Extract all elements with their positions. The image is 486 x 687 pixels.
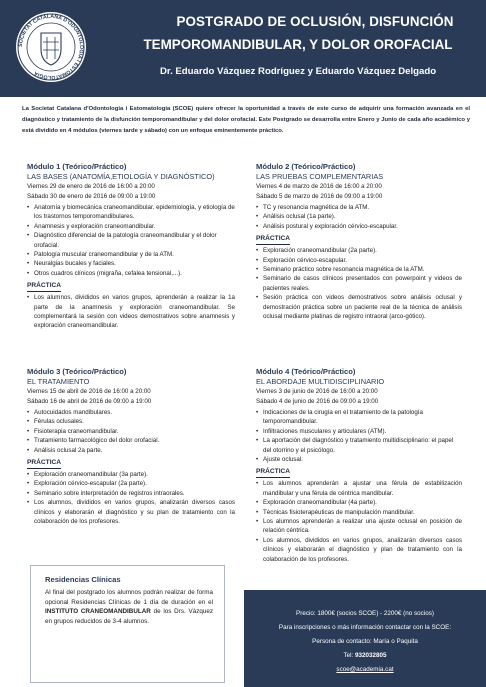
module-date: Viernes 15 de abril de 2016 de 16:00 a 20:00 xyxy=(27,388,151,395)
module-4 xyxy=(256,367,462,564)
residencias-text xyxy=(45,588,213,626)
practica-list xyxy=(256,246,462,321)
module-title: Módulo 4 (Teórico/Práctico) xyxy=(256,367,356,376)
theory-list xyxy=(27,203,235,278)
svg-text:SOCIETAT CATALANA D'ODONTOLOGI: SOCIETAT CATALANA D'ODONTOLOGIA I ESTOMATOLOGIA xyxy=(17,13,85,81)
list-item: • Diagnóstico diferencial de la patología craneomandibular y el dolor orofacial. xyxy=(27,231,235,250)
list-item: • Análisis oclusal 2a parte. xyxy=(27,446,235,455)
module-title: Módulo 2 (Teórico/Práctico) xyxy=(256,162,356,171)
list-item: • Exploración craneomandibular (3a parte). xyxy=(27,470,235,479)
scoe-seal-logo xyxy=(14,10,88,84)
module-date: Viernes 4 de marzo de 2016 de 16:00 a 20:00 xyxy=(256,183,382,190)
module-date: Viernes 29 de enero de 2016 de 16:00 a 20:00 xyxy=(27,183,155,190)
theory-list xyxy=(256,203,462,231)
list-item: • Exploración cérvico-escapular. xyxy=(256,256,462,265)
theory-list xyxy=(256,408,462,464)
residencias-institute: INSTITUTO CRANEOMANDIBULAR xyxy=(45,608,151,616)
authors: Dr. Eduardo Vázquez Rodríguez y Eduardo Vázquez Delgado xyxy=(159,66,437,77)
list-item: • Patología muscular craneomandibular y de la ATM. xyxy=(27,250,235,259)
module-3 xyxy=(27,367,235,526)
intro-paragraph: La Societat Catalana d'Odontologia i Estomatologia (SCOE) quiere ofrecer la oportunidad a través de este curso de adquirir una formación avanzada en el diagnóstico y tratamiento de la disfunción temporomandibular y del dolor orofacial. Este Postgrado se desarrolla entre Enero y Junio de cada año académico y está dividido en 4 módulos (viernes tarde y sábado) con un enfoque eminentemente práctico. xyxy=(22,106,470,134)
theory-list xyxy=(27,408,235,455)
list-item: • Exploración cérvico-escapular (2a parte). xyxy=(27,479,235,488)
module-title: Módulo 1 (Teórico/Práctico) xyxy=(27,162,127,171)
module-1 xyxy=(27,162,235,331)
residencias-text-before: Al final del postgrado los alumnos podrán realizar de forma opcional Residencias Clínicas de 1 día de duración en el xyxy=(45,589,213,606)
list-item: • Fisioterapia craneomandibular. xyxy=(27,427,235,436)
practica-heading: PRÁCTICA xyxy=(27,281,61,292)
list-item: • Anamnesis y exploración craneomandibular. xyxy=(27,222,235,231)
practica-list xyxy=(27,470,235,526)
list-item: • TC y resonancia magnética de la ATM. xyxy=(256,203,462,212)
module-subtitle: EL ABORDAJE MULTIDISCIPLINARIO xyxy=(256,377,385,386)
practica-list xyxy=(256,479,462,564)
list-item: • Seminario práctico sobre resonancia magnética de la ATM. xyxy=(256,265,462,274)
module-date: Sábado 30 de enero de 2016 de 09:00 a 19:00 xyxy=(27,193,156,200)
module-2 xyxy=(256,162,462,321)
practica-heading: PRÁCTICA xyxy=(27,458,61,469)
email-link[interactable]: scoe@academia.cat xyxy=(336,666,394,673)
module-date: Sábado 16 de abril de 2016 de 09:00 a 19:00 xyxy=(27,398,152,405)
practica-heading: PRÁCTICA xyxy=(256,467,290,478)
list-item: • Indicaciones de la cirugía en el tratamiento de la patología temporomandibular. xyxy=(256,408,462,427)
page-title-line1: POSTGRADO DE OCLUSIÓN, DISFUNCIÓN xyxy=(176,14,454,29)
module-title: Módulo 3 (Teórico/Práctico) xyxy=(27,367,127,376)
list-item: • Seminario de casos clínicos presentados con powerpoint y videos de pacientes reales. xyxy=(256,274,462,293)
practica-heading: PRÁCTICA xyxy=(256,234,290,245)
list-item: • Otros cuadros clínicos (migraña, cefalea tensional,...). xyxy=(27,269,235,278)
module-subtitle: LAS BASES (ANATOMÍA,ETIOLOGÍA Y DIAGNÓSTICO) xyxy=(27,172,215,181)
price-text: Precio: 1800€ (socios SCOE) - 2200€ (no socios) xyxy=(296,610,434,617)
list-item: • Exploración craneomandibular (4a parte). xyxy=(256,498,462,507)
inscription-text: Para inscripciones o más información contactar con la SCOE: xyxy=(278,624,452,631)
module-date: Sábado 4 de junio de 2016 de 09:00 a 19:00 xyxy=(256,398,379,405)
page-title-line2: TEMPOROMANDIBULAR, Y DOLOR OROFACIAL xyxy=(143,37,453,52)
module-subtitle: EL TRATAMIENTO xyxy=(27,377,90,386)
list-item: • Los alumnos aprenderán a ajustar una férula de estabilización mandibular y una férula de céntrica mandibular. xyxy=(256,479,462,498)
list-item: • Los alumnos aprenderán a realizar una ajuste oclusal en posición de relación céntrica. xyxy=(256,517,462,536)
list-item: • Anatomía y biomecánica craneomandibular, epidemiología, y etiología de los trastornos temporomandibulares. xyxy=(27,203,235,222)
list-item: • Seminario sobre interpretación de registros intraorales. xyxy=(27,489,235,498)
contact-person: Persona de contacto: María o Paquita xyxy=(312,638,418,645)
phone-label: Tel: xyxy=(343,652,356,659)
residencias-box xyxy=(30,565,225,683)
list-item: • Técnicas fisioterapéuticas de manipulación mandibular. xyxy=(256,508,462,517)
list-item: • Análisis oclusal (1a parte). xyxy=(256,212,462,221)
list-item: • Ajuste oclusal. xyxy=(256,455,462,464)
list-item: • Los alumnos, divididos en varios grupos, aprenderán a realizar la 1a parte de la anamnesis y exploración craneomandibular. Se complementará la sesión con videos demostrativos sobre anamnesis y exploración craneomandibular. xyxy=(27,293,235,331)
list-item: • Los alumnos, divididos en varios grupos, analizarán diversos casos clínicos y elaborarán el diagnóstico y su plan de tratamiento con la colaboración de los profesores. xyxy=(27,498,235,526)
list-item: • Los alumnos, divididos en varios grupos, analizarán diversos casos clínicos y elaborarán el diagnóstico y plan de tratamiento con la colaboración de los profesores. xyxy=(256,536,462,564)
list-item: • Férulas oclusales. xyxy=(27,417,235,426)
list-item: • Exploración craneomandibular (2a parte). xyxy=(256,246,462,255)
list-item: • Análisis postural y exploración cérvico-escapular. xyxy=(256,222,462,231)
list-item: • Infiltraciones musculares y articulares (ATM). xyxy=(256,427,462,436)
contact-panel xyxy=(244,590,486,687)
list-item: • Tratamiento farmacológico del dolor orofacial. xyxy=(27,436,235,445)
module-date: Sábado 5 de marzo de 2016 de 09:00 a 19:00 xyxy=(256,193,383,200)
list-item: • Neuralgias bucales y faciales. xyxy=(27,259,235,268)
residencias-text-after: de los Drs. Vázquez en grupos reducidos de 3-4 alumnos. xyxy=(45,608,213,625)
header-banner xyxy=(0,0,486,97)
module-subtitle: LAS PRUEBAS COMPLEMENTARIAS xyxy=(256,172,384,181)
phone-line xyxy=(244,652,486,659)
phone-number: 932032805 xyxy=(355,652,387,659)
residencias-title: Residencias Clínicas xyxy=(45,575,121,584)
list-item: • Autocuidados mandibulares. xyxy=(27,408,235,417)
list-item: • Sesión práctica con videos demostrativos sobre análisis oclusal y demostración práctica sobre un paciente real de la técnica de análisis oclusal mediante platinas de registro intraoral (arco-gótico). xyxy=(256,293,462,321)
practica-list xyxy=(27,293,235,331)
list-item: • La aportación del diagnóstico y tratamiento multidisciplinario: el papel del otorrino y el psicólogo. xyxy=(256,436,462,455)
module-date: Viernes 3 de junio de 2016 de 16:00 a 20:00 xyxy=(256,388,378,395)
